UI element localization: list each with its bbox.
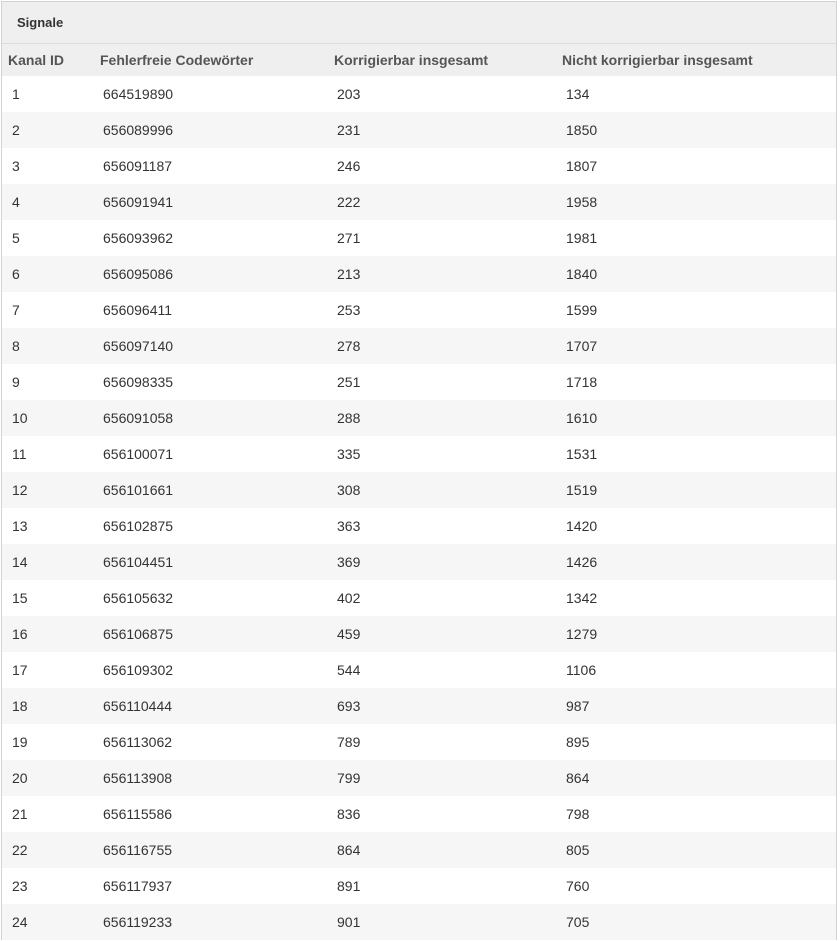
channel-id-cell: 19 bbox=[12, 734, 28, 750]
correctable-cell: 459 bbox=[337, 626, 361, 642]
correctable-cell: 222 bbox=[337, 194, 361, 210]
table-row bbox=[2, 724, 836, 760]
table-row bbox=[2, 832, 836, 868]
signals-table bbox=[2, 44, 836, 940]
channel-id-cell: 6 bbox=[12, 266, 20, 282]
channel-id-cell: 15 bbox=[12, 590, 28, 606]
channel-id-cell: 17 bbox=[12, 662, 28, 678]
uncorrectable-cell: 1420 bbox=[566, 518, 598, 534]
uncorrectable-cell: 1342 bbox=[566, 590, 598, 606]
error-free-codewords-cell: 664519890 bbox=[103, 86, 174, 102]
error-free-codewords-cell: 656093962 bbox=[103, 230, 174, 246]
table-row bbox=[2, 400, 836, 436]
uncorrectable-cell: 1850 bbox=[566, 122, 598, 138]
error-free-codewords-cell: 656089996 bbox=[103, 122, 174, 138]
correctable-cell: 203 bbox=[337, 86, 361, 102]
correctable-cell: 901 bbox=[337, 914, 361, 930]
correctable-cell: 308 bbox=[337, 482, 361, 498]
uncorrectable-cell: 1279 bbox=[566, 626, 598, 642]
uncorrectable-cell: 1981 bbox=[566, 230, 598, 246]
error-free-codewords-cell: 656110444 bbox=[103, 698, 173, 714]
error-free-codewords-cell: 656091941 bbox=[103, 194, 174, 210]
correctable-cell: 335 bbox=[337, 446, 361, 462]
correctable-cell: 213 bbox=[337, 266, 361, 282]
table-row bbox=[2, 796, 836, 832]
table-row bbox=[2, 688, 836, 724]
table-row bbox=[2, 292, 836, 328]
uncorrectable-cell: 895 bbox=[566, 734, 590, 750]
error-free-codewords-cell: 656091187 bbox=[103, 158, 173, 174]
panel-title: Signale bbox=[2, 2, 836, 44]
channel-id-cell: 2 bbox=[12, 122, 20, 138]
correctable-cell: 693 bbox=[337, 698, 361, 714]
error-free-codewords-cell: 656101661 bbox=[103, 482, 174, 498]
channel-id-cell: 18 bbox=[12, 698, 28, 714]
error-free-codewords-cell: 656098335 bbox=[103, 374, 174, 390]
correctable-cell: 864 bbox=[337, 842, 361, 858]
column-header-error-free-codewords[interactable]: Fehlerfreie Codewörter bbox=[100, 52, 254, 68]
channel-id-cell: 20 bbox=[12, 770, 28, 786]
error-free-codewords-cell: 656102875 bbox=[103, 518, 174, 534]
uncorrectable-cell: 864 bbox=[566, 770, 590, 786]
uncorrectable-cell: 1718 bbox=[566, 374, 598, 390]
correctable-cell: 363 bbox=[337, 518, 361, 534]
table-row bbox=[2, 652, 836, 688]
channel-id-cell: 9 bbox=[12, 374, 20, 390]
error-free-codewords-cell: 656113908 bbox=[103, 770, 173, 786]
channel-id-cell: 11 bbox=[12, 446, 27, 462]
channel-id-cell: 8 bbox=[12, 338, 20, 354]
channel-id-cell: 3 bbox=[12, 158, 20, 174]
uncorrectable-cell: 1106 bbox=[566, 662, 597, 678]
channel-id-cell: 24 bbox=[12, 914, 28, 930]
table-row bbox=[2, 76, 836, 112]
uncorrectable-cell: 1840 bbox=[566, 266, 598, 282]
table-row bbox=[2, 508, 836, 544]
table-row bbox=[2, 256, 836, 292]
uncorrectable-cell: 1599 bbox=[566, 302, 598, 318]
channel-id-cell: 21 bbox=[12, 806, 28, 822]
error-free-codewords-cell: 656113062 bbox=[103, 734, 173, 750]
uncorrectable-cell: 987 bbox=[566, 698, 590, 714]
uncorrectable-cell: 134 bbox=[566, 86, 590, 102]
correctable-cell: 288 bbox=[337, 410, 361, 426]
table-row bbox=[2, 616, 836, 652]
correctable-cell: 799 bbox=[337, 770, 361, 786]
table-row bbox=[2, 760, 836, 796]
column-header-uncorrectable-total[interactable]: Nicht korrigierbar insgesamt bbox=[562, 52, 753, 68]
table-body bbox=[2, 76, 836, 940]
table-row bbox=[2, 904, 836, 940]
table-row bbox=[2, 220, 836, 256]
correctable-cell: 278 bbox=[337, 338, 361, 354]
error-free-codewords-cell: 656105632 bbox=[103, 590, 174, 606]
table-row bbox=[2, 436, 836, 472]
error-free-codewords-cell: 656109302 bbox=[103, 662, 174, 678]
error-free-codewords-cell: 656106875 bbox=[103, 626, 174, 642]
error-free-codewords-cell: 656095086 bbox=[103, 266, 174, 282]
column-header-channel-id[interactable]: Kanal ID bbox=[8, 52, 65, 68]
correctable-cell: 891 bbox=[337, 878, 361, 894]
uncorrectable-cell: 1519 bbox=[566, 482, 598, 498]
channel-id-cell: 10 bbox=[12, 410, 28, 426]
uncorrectable-cell: 760 bbox=[566, 878, 590, 894]
header-row bbox=[2, 44, 836, 76]
error-free-codewords-cell: 656096411 bbox=[103, 302, 173, 318]
error-free-codewords-cell: 656091058 bbox=[103, 410, 174, 426]
correctable-cell: 789 bbox=[337, 734, 361, 750]
channel-id-cell: 13 bbox=[12, 518, 28, 534]
channel-id-cell: 4 bbox=[12, 194, 20, 210]
channel-id-cell: 1 bbox=[12, 86, 20, 102]
column-header-correctable-total[interactable]: Korrigierbar insgesamt bbox=[334, 52, 489, 68]
error-free-codewords-cell: 656116755 bbox=[103, 842, 173, 858]
table-row bbox=[2, 544, 836, 580]
table-row bbox=[2, 148, 836, 184]
channel-id-cell: 23 bbox=[12, 878, 28, 894]
error-free-codewords-cell: 656104451 bbox=[103, 554, 174, 570]
channel-id-cell: 12 bbox=[12, 482, 28, 498]
uncorrectable-cell: 705 bbox=[566, 914, 590, 930]
correctable-cell: 246 bbox=[337, 158, 361, 174]
signals-panel bbox=[1, 1, 837, 940]
uncorrectable-cell: 1707 bbox=[566, 338, 598, 354]
table-header bbox=[2, 44, 836, 76]
error-free-codewords-cell: 656115586 bbox=[103, 806, 173, 822]
error-free-codewords-cell: 656117937 bbox=[103, 878, 173, 894]
error-free-codewords-cell: 656097140 bbox=[103, 338, 174, 354]
correctable-cell: 271 bbox=[337, 230, 361, 246]
table-row bbox=[2, 112, 836, 148]
correctable-cell: 369 bbox=[337, 554, 361, 570]
uncorrectable-cell: 1426 bbox=[566, 554, 598, 570]
correctable-cell: 836 bbox=[337, 806, 361, 822]
table-row bbox=[2, 868, 836, 904]
error-free-codewords-cell: 656119233 bbox=[103, 914, 173, 930]
correctable-cell: 231 bbox=[337, 122, 361, 138]
uncorrectable-cell: 805 bbox=[566, 842, 590, 858]
uncorrectable-cell: 1958 bbox=[566, 194, 598, 210]
uncorrectable-cell: 798 bbox=[566, 806, 590, 822]
channel-id-cell: 14 bbox=[12, 554, 28, 570]
uncorrectable-cell: 1807 bbox=[566, 158, 598, 174]
table-row bbox=[2, 328, 836, 364]
channel-id-cell: 5 bbox=[12, 230, 20, 246]
table-row bbox=[2, 472, 836, 508]
correctable-cell: 253 bbox=[337, 302, 361, 318]
uncorrectable-cell: 1531 bbox=[566, 446, 598, 462]
channel-id-cell: 16 bbox=[12, 626, 28, 642]
correctable-cell: 402 bbox=[337, 590, 361, 606]
channel-id-cell: 7 bbox=[12, 302, 20, 318]
table-row bbox=[2, 364, 836, 400]
table-row bbox=[2, 580, 836, 616]
error-free-codewords-cell: 656100071 bbox=[103, 446, 174, 462]
channel-id-cell: 22 bbox=[12, 842, 28, 858]
correctable-cell: 544 bbox=[337, 662, 361, 678]
uncorrectable-cell: 1610 bbox=[566, 410, 598, 426]
correctable-cell: 251 bbox=[337, 374, 361, 390]
table-row bbox=[2, 184, 836, 220]
